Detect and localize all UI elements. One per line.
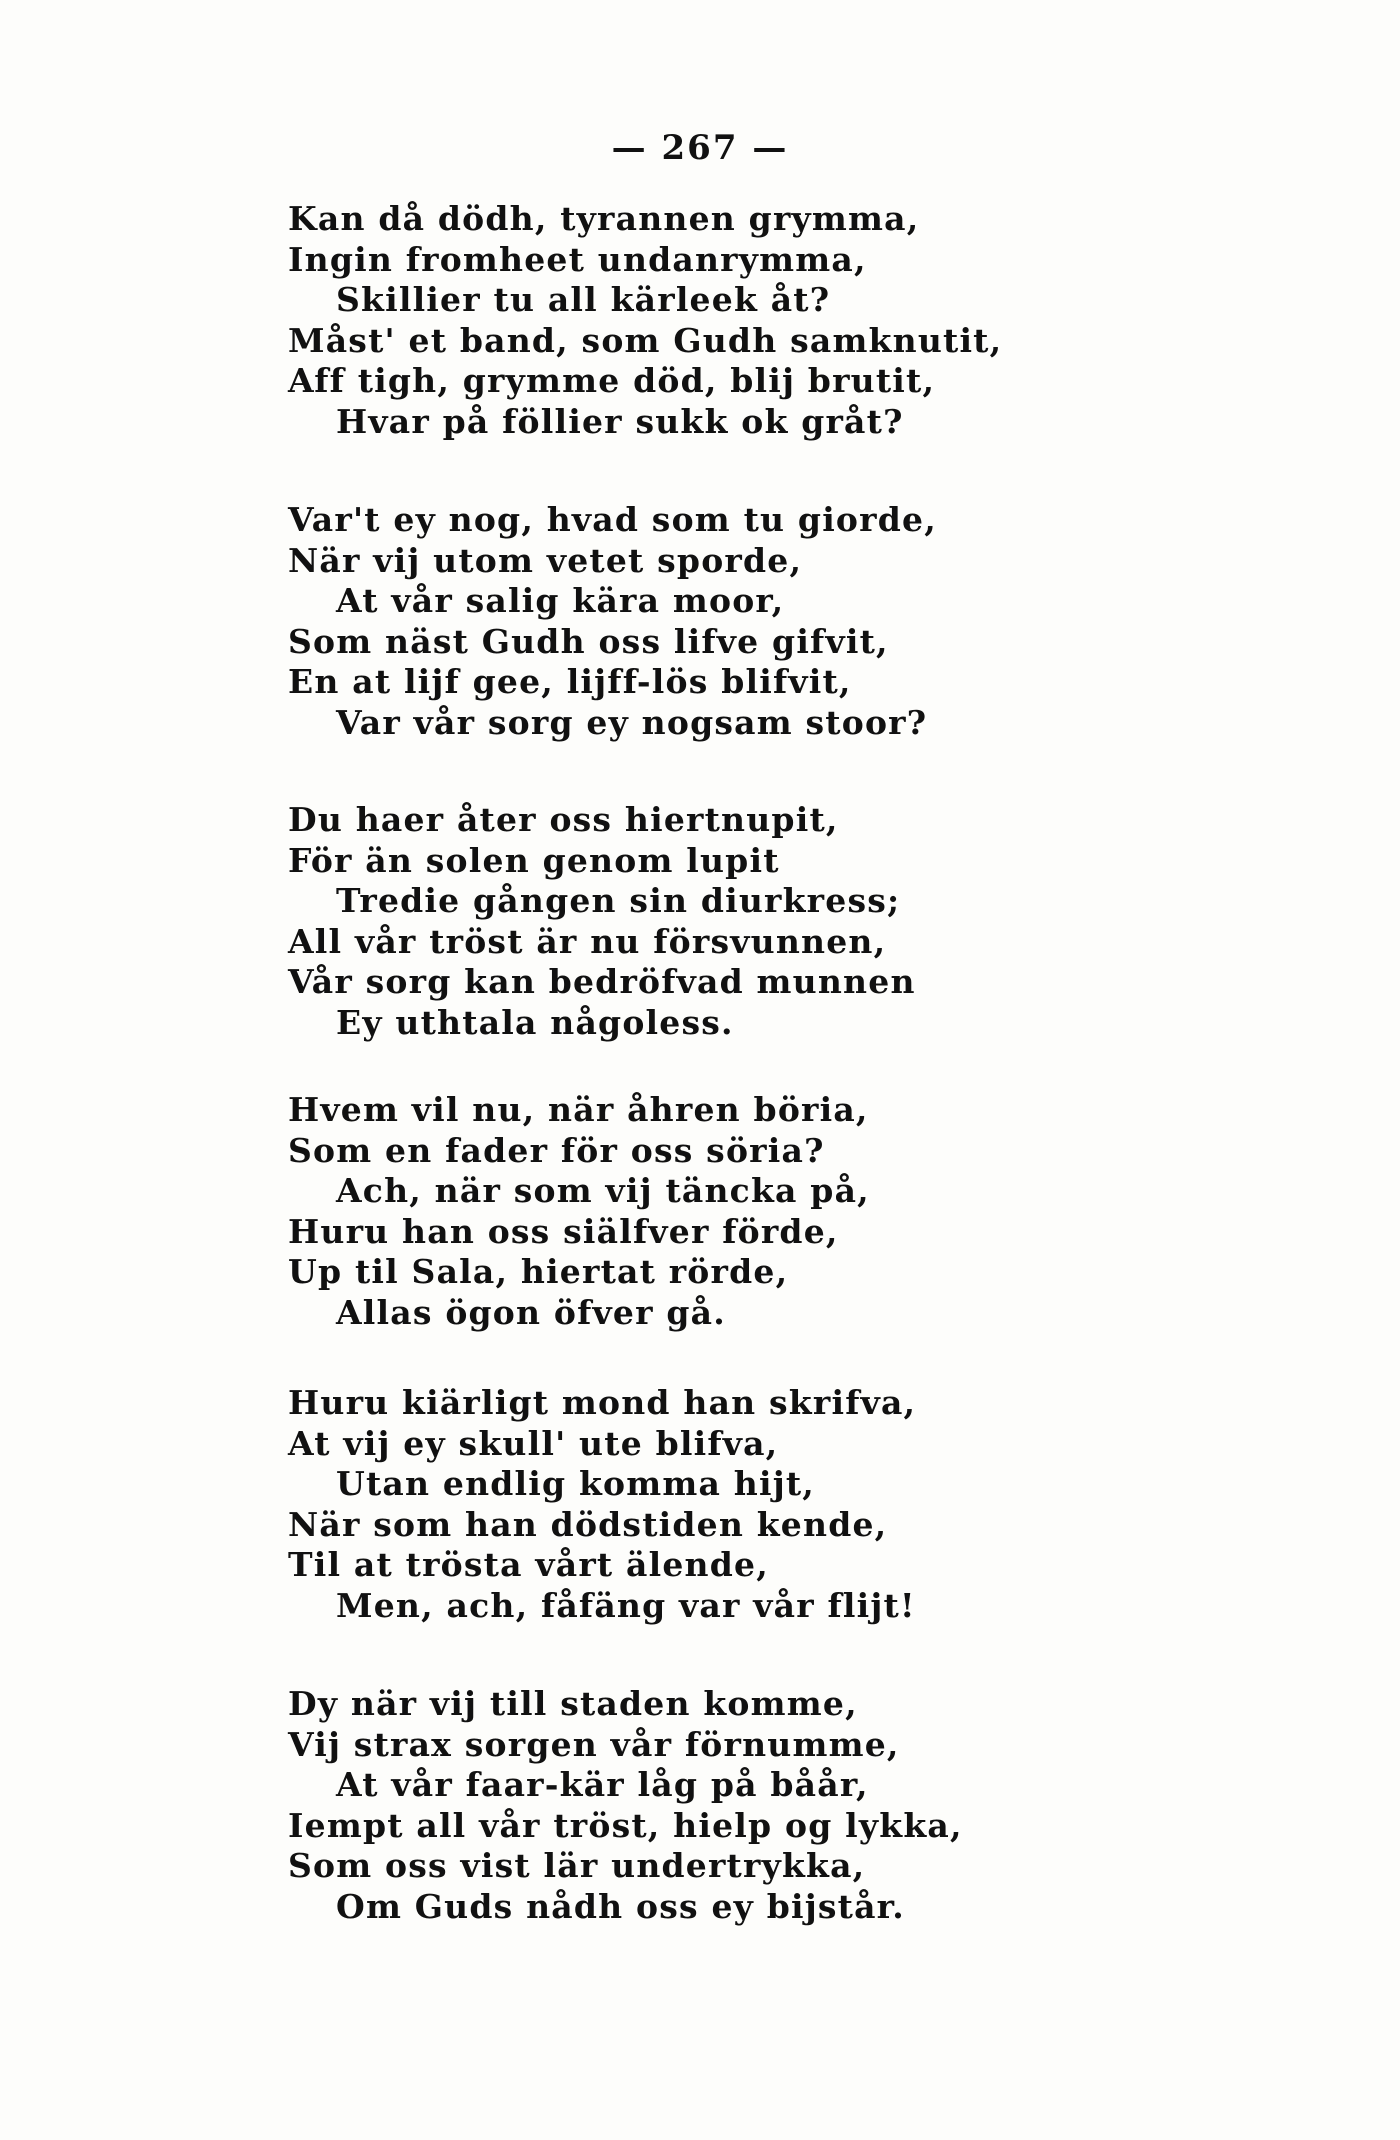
verse-line: Iempt all vår tröst, hielp og lykka, xyxy=(288,1805,963,1845)
verse-line: Dy när vij till staden komme, xyxy=(288,1684,858,1723)
stanza xyxy=(288,199,1003,442)
verse-line: Var vår sorg ey nogsam stoor? xyxy=(336,702,928,742)
verse-line: Til at trösta vårt älende, xyxy=(288,1545,769,1584)
stanza xyxy=(288,500,988,743)
verse-line: Aff tigh, grymme död, blij brutit, xyxy=(288,361,936,400)
verse-line: För än solen genom lupit xyxy=(288,840,780,880)
verse-line: Skillier tu all kärleek åt? xyxy=(336,280,831,319)
verse-line: När vij utom vetet sporde, xyxy=(288,540,803,580)
verse-line: Ey uthtala någoless. xyxy=(336,1002,734,1042)
page-number: — 267 — xyxy=(611,128,789,168)
verse-line: At vår faar-kär låg på båår, xyxy=(336,1765,869,1804)
verse-line: At vår salig kära moor, xyxy=(336,581,785,620)
verse-line: När som han dödstiden kende, xyxy=(288,1504,888,1544)
verse-line: Vår sorg kan bedröfvad munnen xyxy=(288,962,916,1001)
verse-line: Om Guds nådh oss ey bijstår. xyxy=(336,1886,905,1926)
verse-line: Allas ögon öfver gå. xyxy=(336,1292,726,1332)
verse-line: Up til Sala, hiertat rörde, xyxy=(288,1252,789,1291)
verse-line: Du haer åter oss hiertnupit, xyxy=(288,800,839,839)
verse-line: Hvar på föllier sukk ok gråt? xyxy=(336,401,904,441)
verse-line: Huru han oss siälfver förde, xyxy=(288,1211,839,1251)
verse-line: At vij ey skull' ute blifva, xyxy=(288,1423,779,1463)
verse-line: Kan då dödh, tyrannen grymma, xyxy=(288,199,920,238)
verse-line: Som näst Gudh oss lifve gifvit, xyxy=(288,621,889,661)
verse-line: En at lijf gee, lijff-lös blifvit, xyxy=(288,662,852,701)
verse-line: Som oss vist lär undertrykka, xyxy=(288,1846,866,1885)
verse-line: Måst' et band, som Gudh samknutit, xyxy=(288,320,1003,360)
stanza xyxy=(288,1090,988,1333)
verse-line: Var't ey nog, hvad som tu giorde, xyxy=(288,500,937,539)
verse-line: Utan endlig komma hijt, xyxy=(336,1464,815,1503)
verse-line: Ingin fromheet undanrymma, xyxy=(288,239,867,279)
stanza xyxy=(288,1684,988,1927)
verse-line: Ach, när som vij täncka på, xyxy=(336,1171,870,1210)
verse-line: Huru kiärligt mond han skrifva, xyxy=(288,1383,917,1422)
verse-line: Vij strax sorgen vår förnumme, xyxy=(288,1724,900,1764)
verse-line: Tredie gången sin diurkress; xyxy=(336,881,901,920)
verse-line: Som en fader för oss söria? xyxy=(288,1130,825,1170)
stanza xyxy=(288,1383,988,1626)
verse-line: Hvem vil nu, när åhren böria, xyxy=(288,1090,869,1129)
verse-line: All vår tröst är nu försvunnen, xyxy=(288,921,887,961)
verse-line: Men, ach, fåfäng var vår flijt! xyxy=(336,1585,916,1625)
stanza xyxy=(288,800,988,1043)
